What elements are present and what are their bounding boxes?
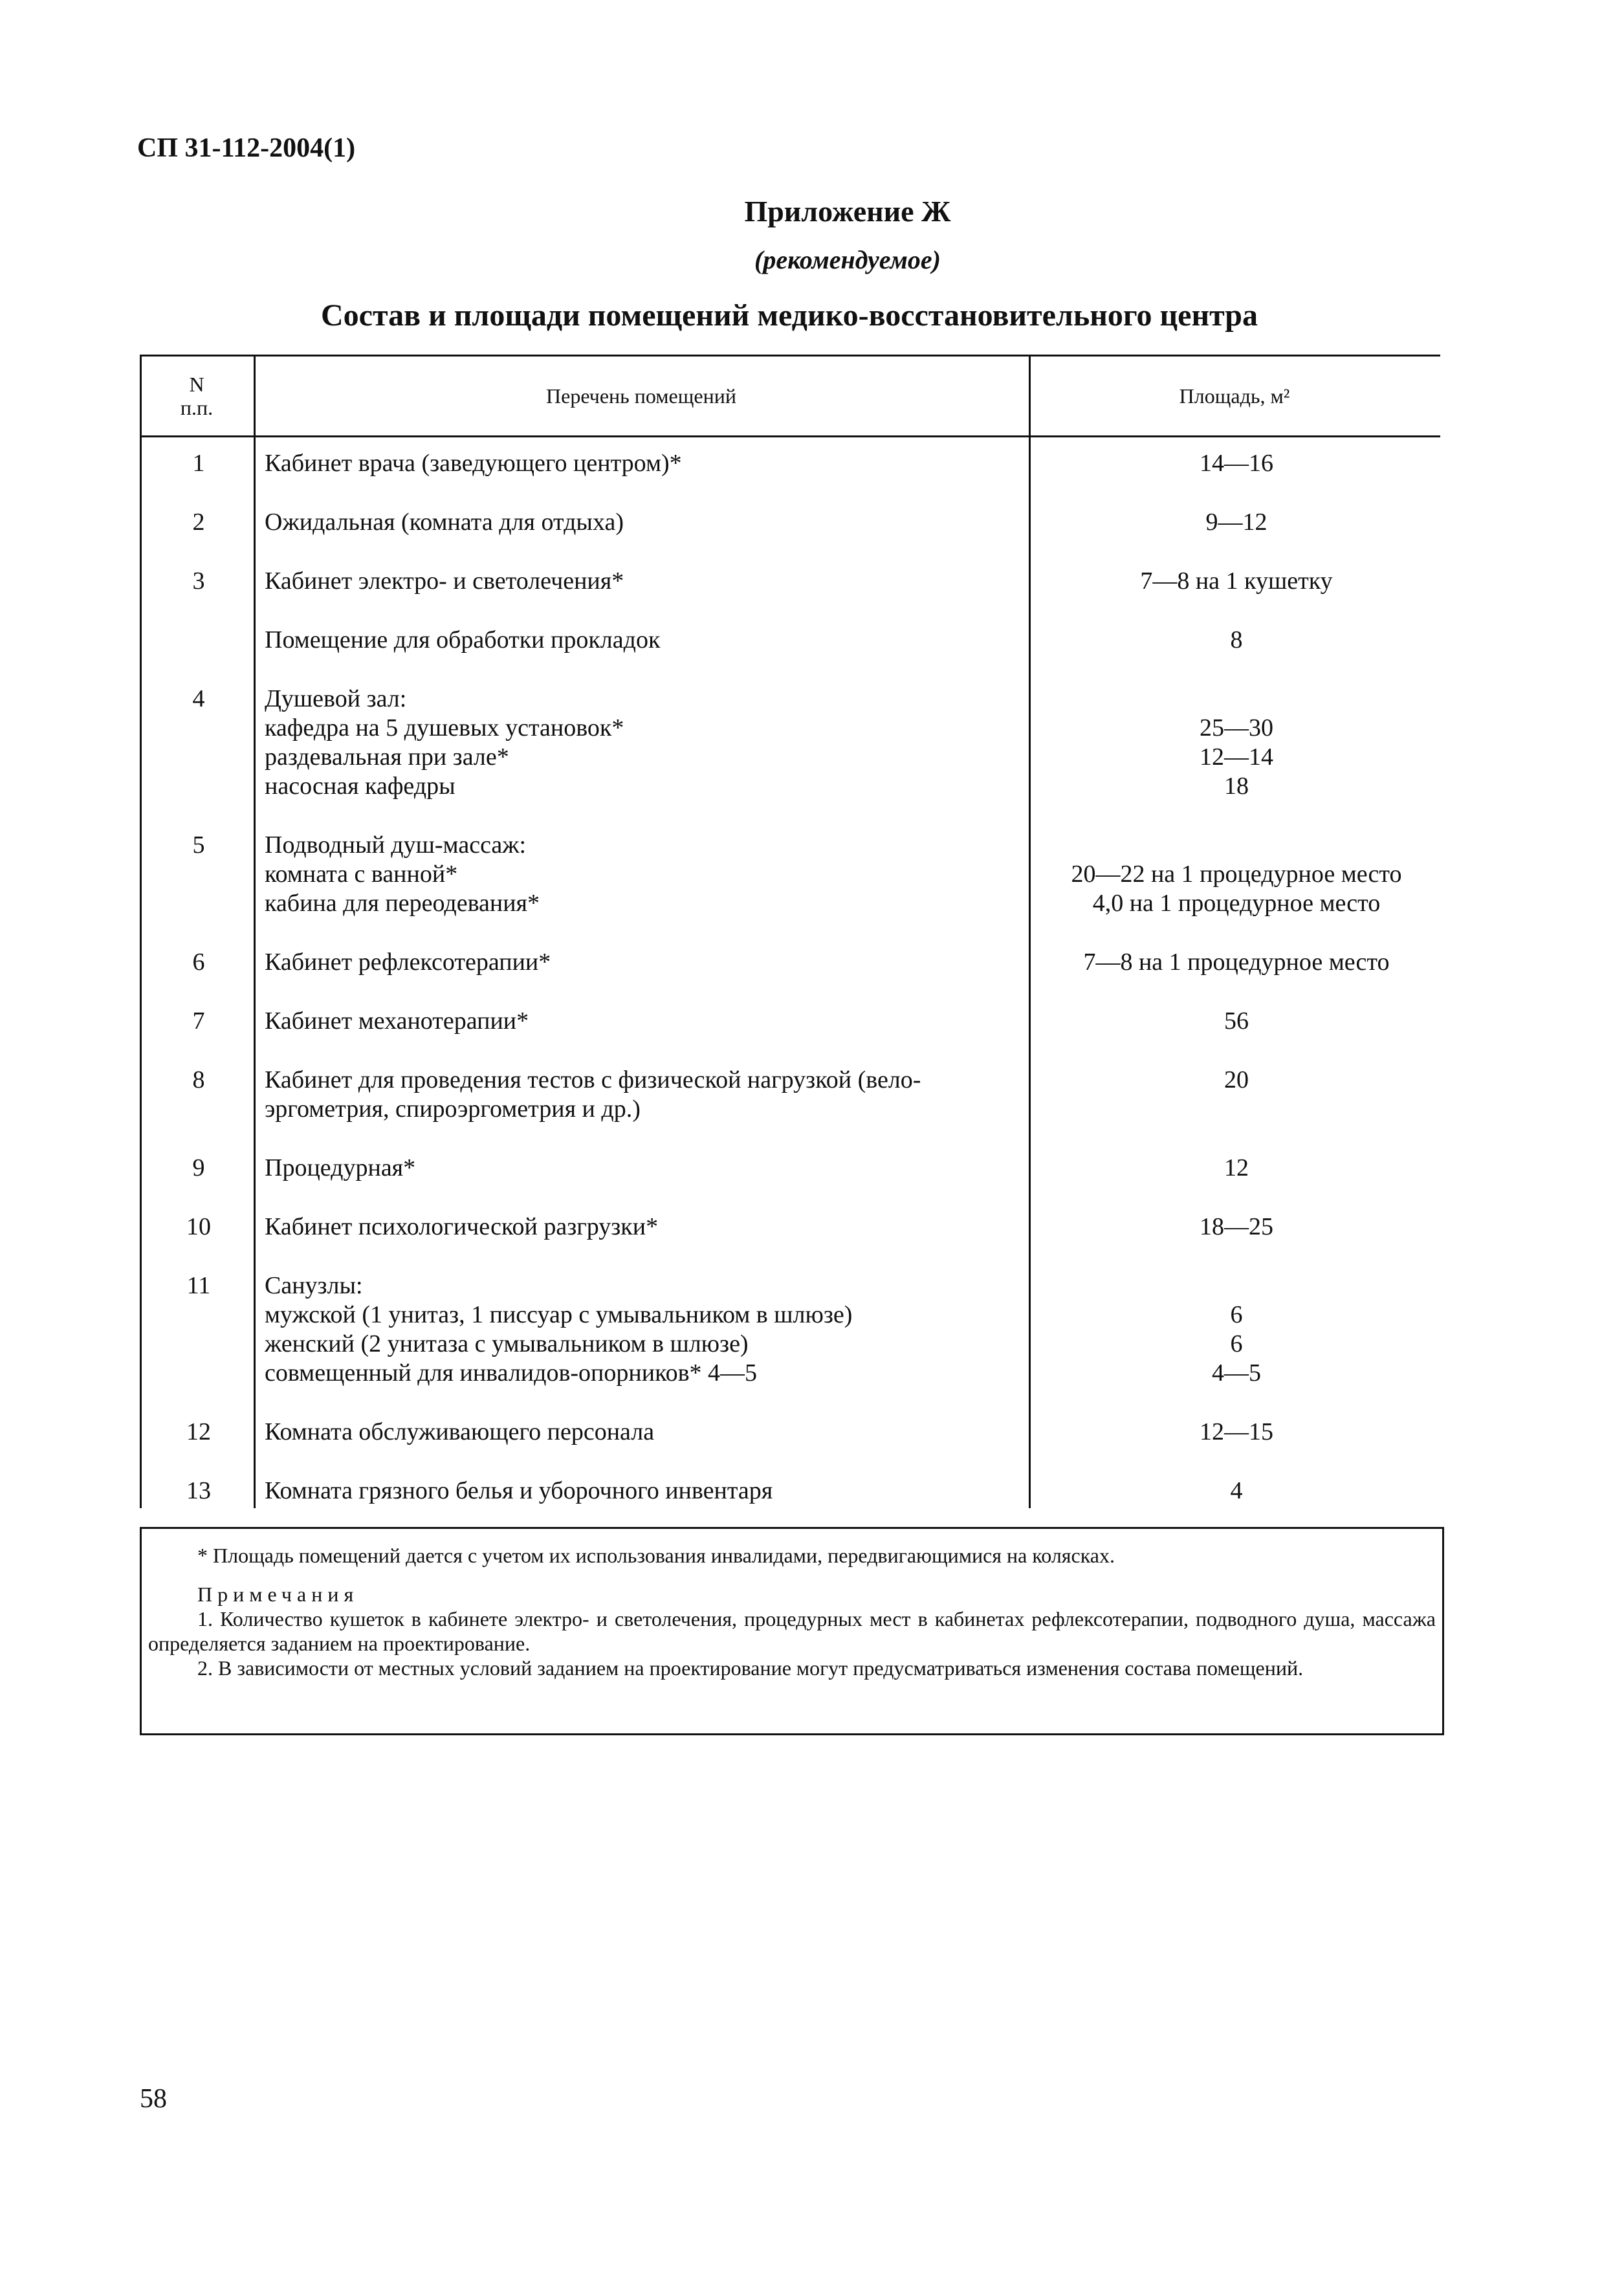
row-gap bbox=[142, 918, 1440, 948]
room-area: 18 bbox=[1224, 773, 1249, 800]
room-name: Процедурная* bbox=[265, 1154, 416, 1181]
room-name: Кабинет психологической разгрузки* bbox=[265, 1213, 659, 1240]
row-number: 13 bbox=[186, 1477, 211, 1504]
header-number-line2: п.п. bbox=[180, 396, 214, 419]
row-number bbox=[142, 889, 256, 918]
row-number bbox=[142, 1359, 256, 1388]
room-area: 7—8 на 1 кушетку bbox=[1140, 567, 1333, 595]
row-number bbox=[142, 1095, 256, 1124]
table-row bbox=[142, 860, 1440, 889]
table-row bbox=[142, 1007, 1440, 1036]
row-gap bbox=[142, 478, 1440, 508]
room-name: Помещение для обработки прокладок bbox=[265, 626, 661, 653]
room-name: Комната обслуживающего персонала bbox=[265, 1418, 655, 1445]
row-gap bbox=[142, 1388, 1440, 1418]
room-name: Ожидальная (комната для отдыха) bbox=[265, 509, 624, 536]
room-area: 20 bbox=[1224, 1066, 1249, 1093]
row-number bbox=[142, 714, 256, 743]
room-name: женский (2 унитаза с умывальником в шлюзе) bbox=[265, 1330, 749, 1357]
table-row bbox=[142, 508, 1440, 537]
room-name: мужской (1 унитаз, 1 писсуар с умывальником в шлюзе) bbox=[265, 1301, 853, 1328]
room-name: эргометрия, спироэргометрия и др.) bbox=[265, 1095, 641, 1123]
room-name: Санузлы: bbox=[265, 1272, 363, 1299]
table-row bbox=[142, 1476, 1440, 1506]
room-area: 4,0 на 1 процедурное место bbox=[1092, 890, 1381, 917]
room-name: Кабинет электро- и светолечения* bbox=[265, 567, 624, 595]
table-row bbox=[142, 1418, 1440, 1447]
table-row bbox=[142, 1330, 1440, 1359]
row-gap bbox=[142, 977, 1440, 1007]
rooms-table bbox=[140, 355, 1440, 1508]
note-2: 2. В зависимости от местных условий заданием на проектирование могут предусматриваться изменения состава помещений. bbox=[197, 1656, 1304, 1680]
room-area: 12 bbox=[1224, 1154, 1249, 1181]
row-number: 9 bbox=[192, 1154, 205, 1181]
room-area: 12—15 bbox=[1200, 1418, 1273, 1445]
header-area: Площадь, м² bbox=[1179, 384, 1290, 408]
room-area bbox=[1031, 1095, 1442, 1124]
table-row bbox=[142, 948, 1440, 977]
table-row bbox=[142, 889, 1440, 918]
table-row bbox=[142, 449, 1440, 478]
row-number: 7 bbox=[192, 1007, 205, 1035]
document-code: СП 31-112-2004(1) bbox=[137, 133, 356, 163]
room-area: 6 bbox=[1230, 1301, 1243, 1328]
table-row bbox=[142, 772, 1440, 801]
table-row bbox=[142, 714, 1440, 743]
room-name: кафедра на 5 душевых установок* bbox=[265, 714, 624, 741]
row-gap bbox=[142, 596, 1440, 626]
row-number bbox=[142, 1300, 256, 1330]
footnote: * Площадь помещений дается с учетом их использования инвалидами, передвигающимися на колясках. bbox=[197, 1544, 1115, 1567]
row-gap bbox=[142, 1447, 1440, 1476]
note-1: 1. Количество кушеток в кабинете электро- и светолечения, процедурных мест в кабинетах рефлексотерапии, подводного душа, массажа определяется заданием на проектирование. bbox=[148, 1607, 1436, 1655]
table-header bbox=[140, 355, 1440, 437]
row-number: 10 bbox=[186, 1213, 211, 1240]
row-number bbox=[142, 1330, 256, 1359]
row-number: 2 bbox=[192, 509, 205, 536]
page-number: 58 bbox=[140, 2084, 167, 2114]
header-number bbox=[140, 357, 254, 435]
room-area bbox=[1031, 831, 1442, 860]
room-area: 12—14 bbox=[1200, 743, 1273, 771]
room-area: 4 bbox=[1230, 1477, 1243, 1504]
room-area bbox=[1031, 1271, 1442, 1300]
header-room-list: Перечень помещений bbox=[546, 384, 736, 408]
table-row bbox=[142, 1271, 1440, 1300]
row-number bbox=[142, 860, 256, 889]
room-name: Комната грязного белья и уборочного инвентаря bbox=[265, 1477, 773, 1504]
room-area: 6 bbox=[1230, 1330, 1243, 1357]
row-number: 8 bbox=[192, 1066, 205, 1093]
row-gap bbox=[142, 1242, 1440, 1271]
table-row bbox=[142, 1066, 1440, 1095]
row-number: 1 bbox=[192, 450, 205, 477]
table-body bbox=[140, 437, 1440, 1508]
room-area: 8 bbox=[1230, 626, 1243, 653]
row-number bbox=[142, 626, 256, 655]
room-name: Кабинет врача (заведующего центром)* bbox=[265, 450, 682, 477]
room-name: насосная кафедры bbox=[265, 773, 455, 800]
table-row bbox=[142, 685, 1440, 714]
appendix-title: Приложение Ж bbox=[744, 195, 951, 228]
room-area: 25—30 bbox=[1200, 714, 1273, 741]
header-number-line1: N bbox=[189, 373, 204, 396]
row-number: 4 bbox=[192, 685, 205, 712]
table-row bbox=[142, 1212, 1440, 1242]
row-number: 5 bbox=[192, 831, 205, 859]
room-name: Подводный душ-массаж: bbox=[265, 831, 527, 859]
room-name: совмещенный для инвалидов-опорников* 4—5 bbox=[265, 1359, 758, 1387]
table-title: Состав и площади помещений медико-восстановительного центра bbox=[321, 298, 1258, 333]
room-name: кабина для переодевания* bbox=[265, 890, 540, 917]
notes-box bbox=[140, 1527, 1444, 1735]
table-row bbox=[142, 626, 1440, 655]
table-row bbox=[142, 1300, 1440, 1330]
room-area: 7—8 на 1 процедурное место bbox=[1083, 949, 1390, 976]
table-row bbox=[142, 1359, 1440, 1388]
row-gap bbox=[142, 1183, 1440, 1212]
room-name: Кабинет рефлексотерапии* bbox=[265, 949, 551, 976]
room-area: 56 bbox=[1224, 1007, 1249, 1035]
room-name: раздевальная при зале* bbox=[265, 743, 509, 771]
room-area: 9—12 bbox=[1205, 509, 1267, 536]
room-area: 20—22 на 1 процедурное место bbox=[1071, 861, 1402, 888]
notes-heading: Примечания bbox=[197, 1583, 359, 1606]
row-number: 11 bbox=[186, 1272, 211, 1299]
row-gap bbox=[142, 1036, 1440, 1066]
room-name: Кабинет механотерапии* bbox=[265, 1007, 529, 1035]
room-name: Кабинет для проведения тестов с физической нагрузкой (вело- bbox=[265, 1066, 921, 1093]
row-number: 12 bbox=[186, 1418, 211, 1445]
room-area: 14—16 bbox=[1200, 450, 1273, 477]
room-area bbox=[1031, 685, 1442, 714]
row-number bbox=[142, 743, 256, 772]
table-row bbox=[142, 1095, 1440, 1124]
room-area: 4—5 bbox=[1212, 1359, 1261, 1387]
row-number bbox=[142, 772, 256, 801]
table-row bbox=[142, 567, 1440, 596]
table-row bbox=[142, 743, 1440, 772]
row-gap bbox=[142, 655, 1440, 685]
row-number: 3 bbox=[192, 567, 205, 595]
room-name: Душевой зал: bbox=[265, 685, 407, 712]
room-name: комната с ванной* bbox=[265, 861, 458, 888]
row-gap bbox=[142, 801, 1440, 831]
appendix-status: (рекомендуемое) bbox=[754, 245, 941, 274]
row-number: 6 bbox=[192, 949, 205, 976]
row-gap bbox=[142, 1124, 1440, 1154]
room-area: 18—25 bbox=[1200, 1213, 1273, 1240]
table-row bbox=[142, 1154, 1440, 1183]
row-gap bbox=[142, 537, 1440, 567]
table-row bbox=[142, 831, 1440, 860]
